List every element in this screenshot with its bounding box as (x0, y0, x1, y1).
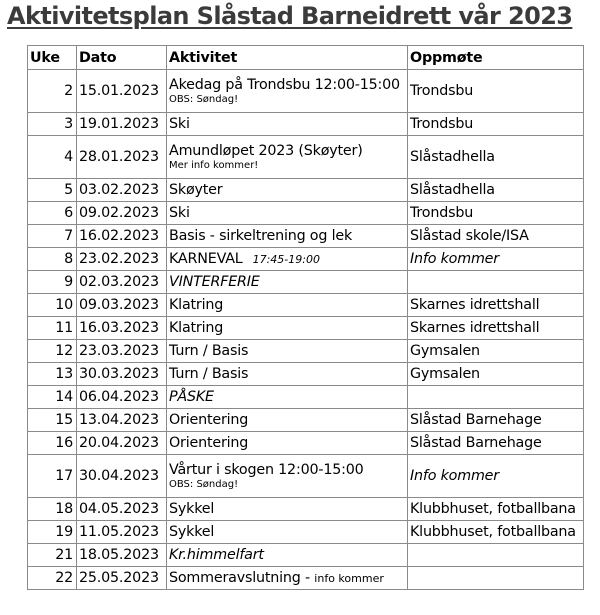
cell-aktivitet (167, 136, 408, 179)
cell-aktivitet (167, 248, 408, 271)
table-row (28, 271, 584, 294)
cell-uke: 22 (28, 567, 77, 590)
table-row (28, 521, 584, 544)
cell-oppmote: Skarnes idrettshall (408, 317, 584, 340)
table-header-row (28, 46, 584, 70)
cell-uke: 13 (28, 363, 77, 386)
cell-uke: 14 (28, 386, 77, 409)
cell-uke: 15 (28, 409, 77, 432)
cell-dato: 18.05.2023 (77, 544, 167, 567)
cell-uke: 11 (28, 317, 77, 340)
cell-aktivitet: Sykkel (167, 498, 408, 521)
cell-aktivitet: Skøyter (167, 179, 408, 202)
activity-note: Mer info kommer! (169, 159, 259, 171)
cell-dato: 16.03.2023 (77, 317, 167, 340)
activity-text: KARNEVAL (169, 250, 243, 267)
activity-note: OBS: Søndag! (169, 93, 239, 105)
cell-uke: 2 (28, 70, 77, 113)
cell-aktivitet (167, 567, 408, 590)
cell-oppmote: Slåstad skole/ISA (408, 225, 584, 248)
cell-oppmote: Gymsalen (408, 340, 584, 363)
header-aktivitet: Aktivitet (167, 46, 408, 70)
cell-dato: 30.03.2023 (77, 363, 167, 386)
table-row (28, 544, 584, 567)
cell-dato: 03.02.2023 (77, 179, 167, 202)
table-row (28, 179, 584, 202)
cell-uke: 17 (28, 455, 77, 498)
cell-oppmote: Trondsbu (408, 113, 584, 136)
cell-oppmote: Klubbhuset, fotballbana (408, 498, 584, 521)
cell-aktivitet (167, 455, 408, 498)
cell-dato: 28.01.2023 (77, 136, 167, 179)
cell-dato: 20.04.2023 (77, 432, 167, 455)
activity-table (27, 45, 584, 590)
header-uke: Uke (28, 46, 77, 70)
table-row (28, 317, 584, 340)
cell-aktivitet: VINTERFERIE (167, 271, 408, 294)
cell-dato: 30.04.2023 (77, 455, 167, 498)
cell-oppmote: Info kommer (408, 455, 584, 498)
cell-uke: 18 (28, 498, 77, 521)
cell-oppmote: Gymsalen (408, 363, 584, 386)
cell-aktivitet: Turn / Basis (167, 340, 408, 363)
table-row (28, 294, 584, 317)
cell-aktivitet: Klatring (167, 317, 408, 340)
table-row (28, 248, 584, 271)
cell-oppmote (408, 271, 584, 294)
activity-text: Sommeravslutning - (169, 569, 310, 586)
cell-dato: 19.01.2023 (77, 113, 167, 136)
activity-time: 17:45-19:00 (252, 252, 320, 266)
cell-oppmote: Slåstadhella (408, 136, 584, 179)
cell-aktivitet: Ski (167, 113, 408, 136)
cell-oppmote: Trondsbu (408, 70, 584, 113)
activity-note: OBS: Søndag! (169, 478, 239, 490)
cell-uke: 6 (28, 202, 77, 225)
cell-uke: 21 (28, 544, 77, 567)
cell-dato: 09.03.2023 (77, 294, 167, 317)
header-oppmote: Oppmøte (408, 46, 584, 70)
cell-oppmote: Slåstad Barnehage (408, 409, 584, 432)
table-row (28, 386, 584, 409)
cell-dato: 16.02.2023 (77, 225, 167, 248)
cell-oppmote: Skarnes idrettshall (408, 294, 584, 317)
cell-uke: 8 (28, 248, 77, 271)
table-row (28, 202, 584, 225)
table-body (28, 70, 584, 590)
table-row (28, 409, 584, 432)
cell-uke: 19 (28, 521, 77, 544)
cell-dato: 11.05.2023 (77, 521, 167, 544)
cell-oppmote: Slåstadhella (408, 179, 584, 202)
page-title: Aktivitetsplan Slåstad Barneidrett vår 2023 (7, 2, 573, 30)
cell-uke: 12 (28, 340, 77, 363)
cell-dato: 13.04.2023 (77, 409, 167, 432)
cell-uke: 9 (28, 271, 77, 294)
cell-dato: 25.05.2023 (77, 567, 167, 590)
cell-aktivitet: Klatring (167, 294, 408, 317)
activity-text: Akedag på Trondsbu 12:00-15:00 (169, 76, 400, 93)
table-row (28, 340, 584, 363)
cell-aktivitet: Turn / Basis (167, 363, 408, 386)
cell-aktivitet: Sykkel (167, 521, 408, 544)
cell-aktivitet (167, 70, 408, 113)
table-row (28, 432, 584, 455)
table-row (28, 363, 584, 386)
table-row (28, 113, 584, 136)
cell-aktivitet: Orientering (167, 432, 408, 455)
cell-uke: 3 (28, 113, 77, 136)
table-row (28, 136, 584, 179)
activity-text: Vårtur i skogen 12:00-15:00 (169, 461, 364, 478)
cell-dato: 15.01.2023 (77, 70, 167, 113)
cell-aktivitet: Orientering (167, 409, 408, 432)
cell-dato: 09.02.2023 (77, 202, 167, 225)
cell-oppmote: Info kommer (408, 248, 584, 271)
cell-uke: 4 (28, 136, 77, 179)
cell-oppmote: Klubbhuset, fotballbana (408, 521, 584, 544)
cell-oppmote: Slåstad Barnehage (408, 432, 584, 455)
cell-uke: 5 (28, 179, 77, 202)
cell-uke: 7 (28, 225, 77, 248)
cell-aktivitet: Basis - sirkeltrening og lek (167, 225, 408, 248)
cell-dato: 02.03.2023 (77, 271, 167, 294)
cell-dato: 04.05.2023 (77, 498, 167, 521)
cell-oppmote (408, 386, 584, 409)
cell-aktivitet: PÅSKE (167, 386, 408, 409)
cell-oppmote (408, 567, 584, 590)
cell-dato: 23.03.2023 (77, 340, 167, 363)
cell-aktivitet: Ski (167, 202, 408, 225)
cell-uke: 10 (28, 294, 77, 317)
table-row (28, 225, 584, 248)
cell-dato: 06.04.2023 (77, 386, 167, 409)
cell-uke: 16 (28, 432, 77, 455)
cell-oppmote: Trondsbu (408, 202, 584, 225)
activity-note: info kommer (314, 571, 384, 585)
cell-oppmote (408, 544, 584, 567)
activity-text: Amundløpet 2023 (Skøyter) (169, 142, 363, 159)
header-dato: Dato (77, 46, 167, 70)
table-row (28, 498, 584, 521)
cell-aktivitet: Kr.himmelfart (167, 544, 408, 567)
table-row (28, 70, 584, 113)
cell-dato: 23.02.2023 (77, 248, 167, 271)
table-row (28, 455, 584, 498)
table-row (28, 567, 584, 590)
